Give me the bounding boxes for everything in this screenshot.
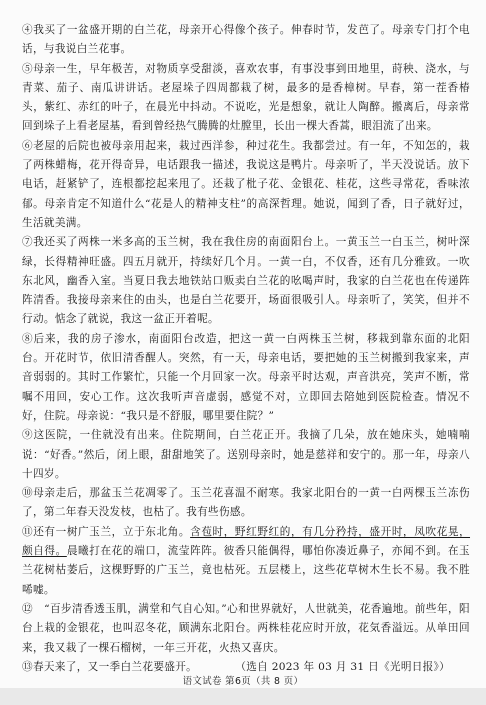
page-footer: 语文试卷 第6页（共 8 页） bbox=[182, 676, 304, 687]
paragraph-9: ⑨这医院，一住就没有出来。住院期间，白兰花正开。我摘了几朵，放在她床头，她喃喃说：“好香。”然后，闭上眼，甜甜地笑了。送别母亲时，她是慈祥和安宁的。那一年，母亲八十四岁。 bbox=[22, 429, 470, 480]
paragraph-7: ⑦我还买了两株一米多高的玉兰树，我在我住房的南面阳台上。一黄玉兰一白玉兰，树叶深绿，长得精神旺盛。四五月就开，持续好几个月。一黄一白，不仅香，还有几分雅致。一吹东北风，幽香入室。当夏日我去地铁站口贩卖白兰花的吆喝声时，我家的白兰花也在传递阵阵清香。我接母亲来住的由头，也是白兰花要开，场面很吸引人。母亲听了，笑笑，但并不行动。惦念了就说，我这一盆正开着呢。 bbox=[22, 236, 470, 326]
paragraph-12: ⑫ “百步清香透玉肌，满堂和气自心知。”心和世界就好，人世就美，花香遍地。前些年，阳台上栽的金银花，也叫忍冬花，顾满东北阳台。两株桂花应时开放，花気香溢远。从单田回来，我又栽了一棵石榴树，一年三开花，火热又喜庆。 bbox=[22, 602, 470, 654]
paragraph-6: ⑥老屋的后院也被母亲用起来，栽过西洋参，种过花生。我都尝过。有一年，不知怎的，栽了两株蜡梅，花开得奇异，电话跟我一描述，我说这是鸭片。母亲听了，半天没说话。放下电话，赶紧铲了，连根都挖起来甩了。还栽了枇子花、金银花、桂花，这些寻常花，香味浓郁。母亲肯定不知道什么“花是人的精神支柱”的高深哲理。她说，闻到了香，日子就好过，生活就美满。 bbox=[22, 139, 470, 229]
paragraph-10: ⑩母亲走后，那盆玉兰花凋零了。玉兰花喜温不耐寒。我家北阳台的一黄一白两棵玉兰冻伤了，第二年春天没发枝，也枯了。我有些伤感。 bbox=[22, 487, 470, 519]
article-body bbox=[22, 21, 470, 677]
paragraph-8: ⑧后来，我的房子渗水，南面阳台改造，把这一黄一白两株玉兰树，移栽到靠东面的北阳台。开花时节，依旧清香醒人。突然，有一天，母亲电话，要把她的玉兰树搬到我家来，声音弱弱的。其时工作繁忙，只能一个月回家一次。母亲平时达观，声音洪亮，笑声不断，常嘱不用回，安心工作。这次我听声音虚弱，感觉不对，立即回去陪她到医院检查。情况不好，住院。母亲说：“我只是不舒服，哪里要住院？” bbox=[22, 332, 470, 422]
paragraph-13: ⑬春天来了，又一季白兰花要盛开。 bbox=[22, 660, 198, 673]
paragraph-11-start: ⑪还有一树广玉兰，立于东北角。 bbox=[22, 525, 191, 538]
paragraph-11 bbox=[22, 523, 470, 600]
paragraph-11-rest: 晨曦打在花的端口，流莹阵阵。彼香只能偶得，哪怕你凑近鼻子，亦闻不到。在玉兰花树枯萎后，这棵野野的广玉兰，竟也枯死。五层楼上，这些花草树木生长不易。我不胜唏嘘。 bbox=[22, 545, 470, 596]
article-source: （选自 2023 年 03 月 31 日《光明日报》） bbox=[235, 661, 450, 673]
underlined-sentence: 含苞时，野红野红的，有几分矜持，盛开时，凤吹花晃，颇自得。 bbox=[22, 525, 471, 558]
bottom-bar bbox=[0, 688, 486, 705]
paragraph-5: ⑤母亲一生，早年极苦，对物质享受甜淡，喜欢农事，有事没事到田地里，莳秧、浇水，与青菜、茄子、南瓜讲讲话。老屋垛子四周都栽了树，最多的是香樟树。早春，第一茬香椿头，紫红、赤红的叶子，在晨光中抖动。不说吃，光是想象，就让人陶醉。搬离后，母亲常回到垛子上看老屋基，看到曾经热气腾腾的灶膛里，长出一棵大香蒿，眼泪流了出来。 bbox=[22, 62, 470, 133]
paragraph-4: ④我买了一盆盛开期的白兰花，母亲开心得像个孩子。伸春时节，发芭了。母亲专门打个电话，与我说白兰花事。 bbox=[22, 24, 470, 56]
